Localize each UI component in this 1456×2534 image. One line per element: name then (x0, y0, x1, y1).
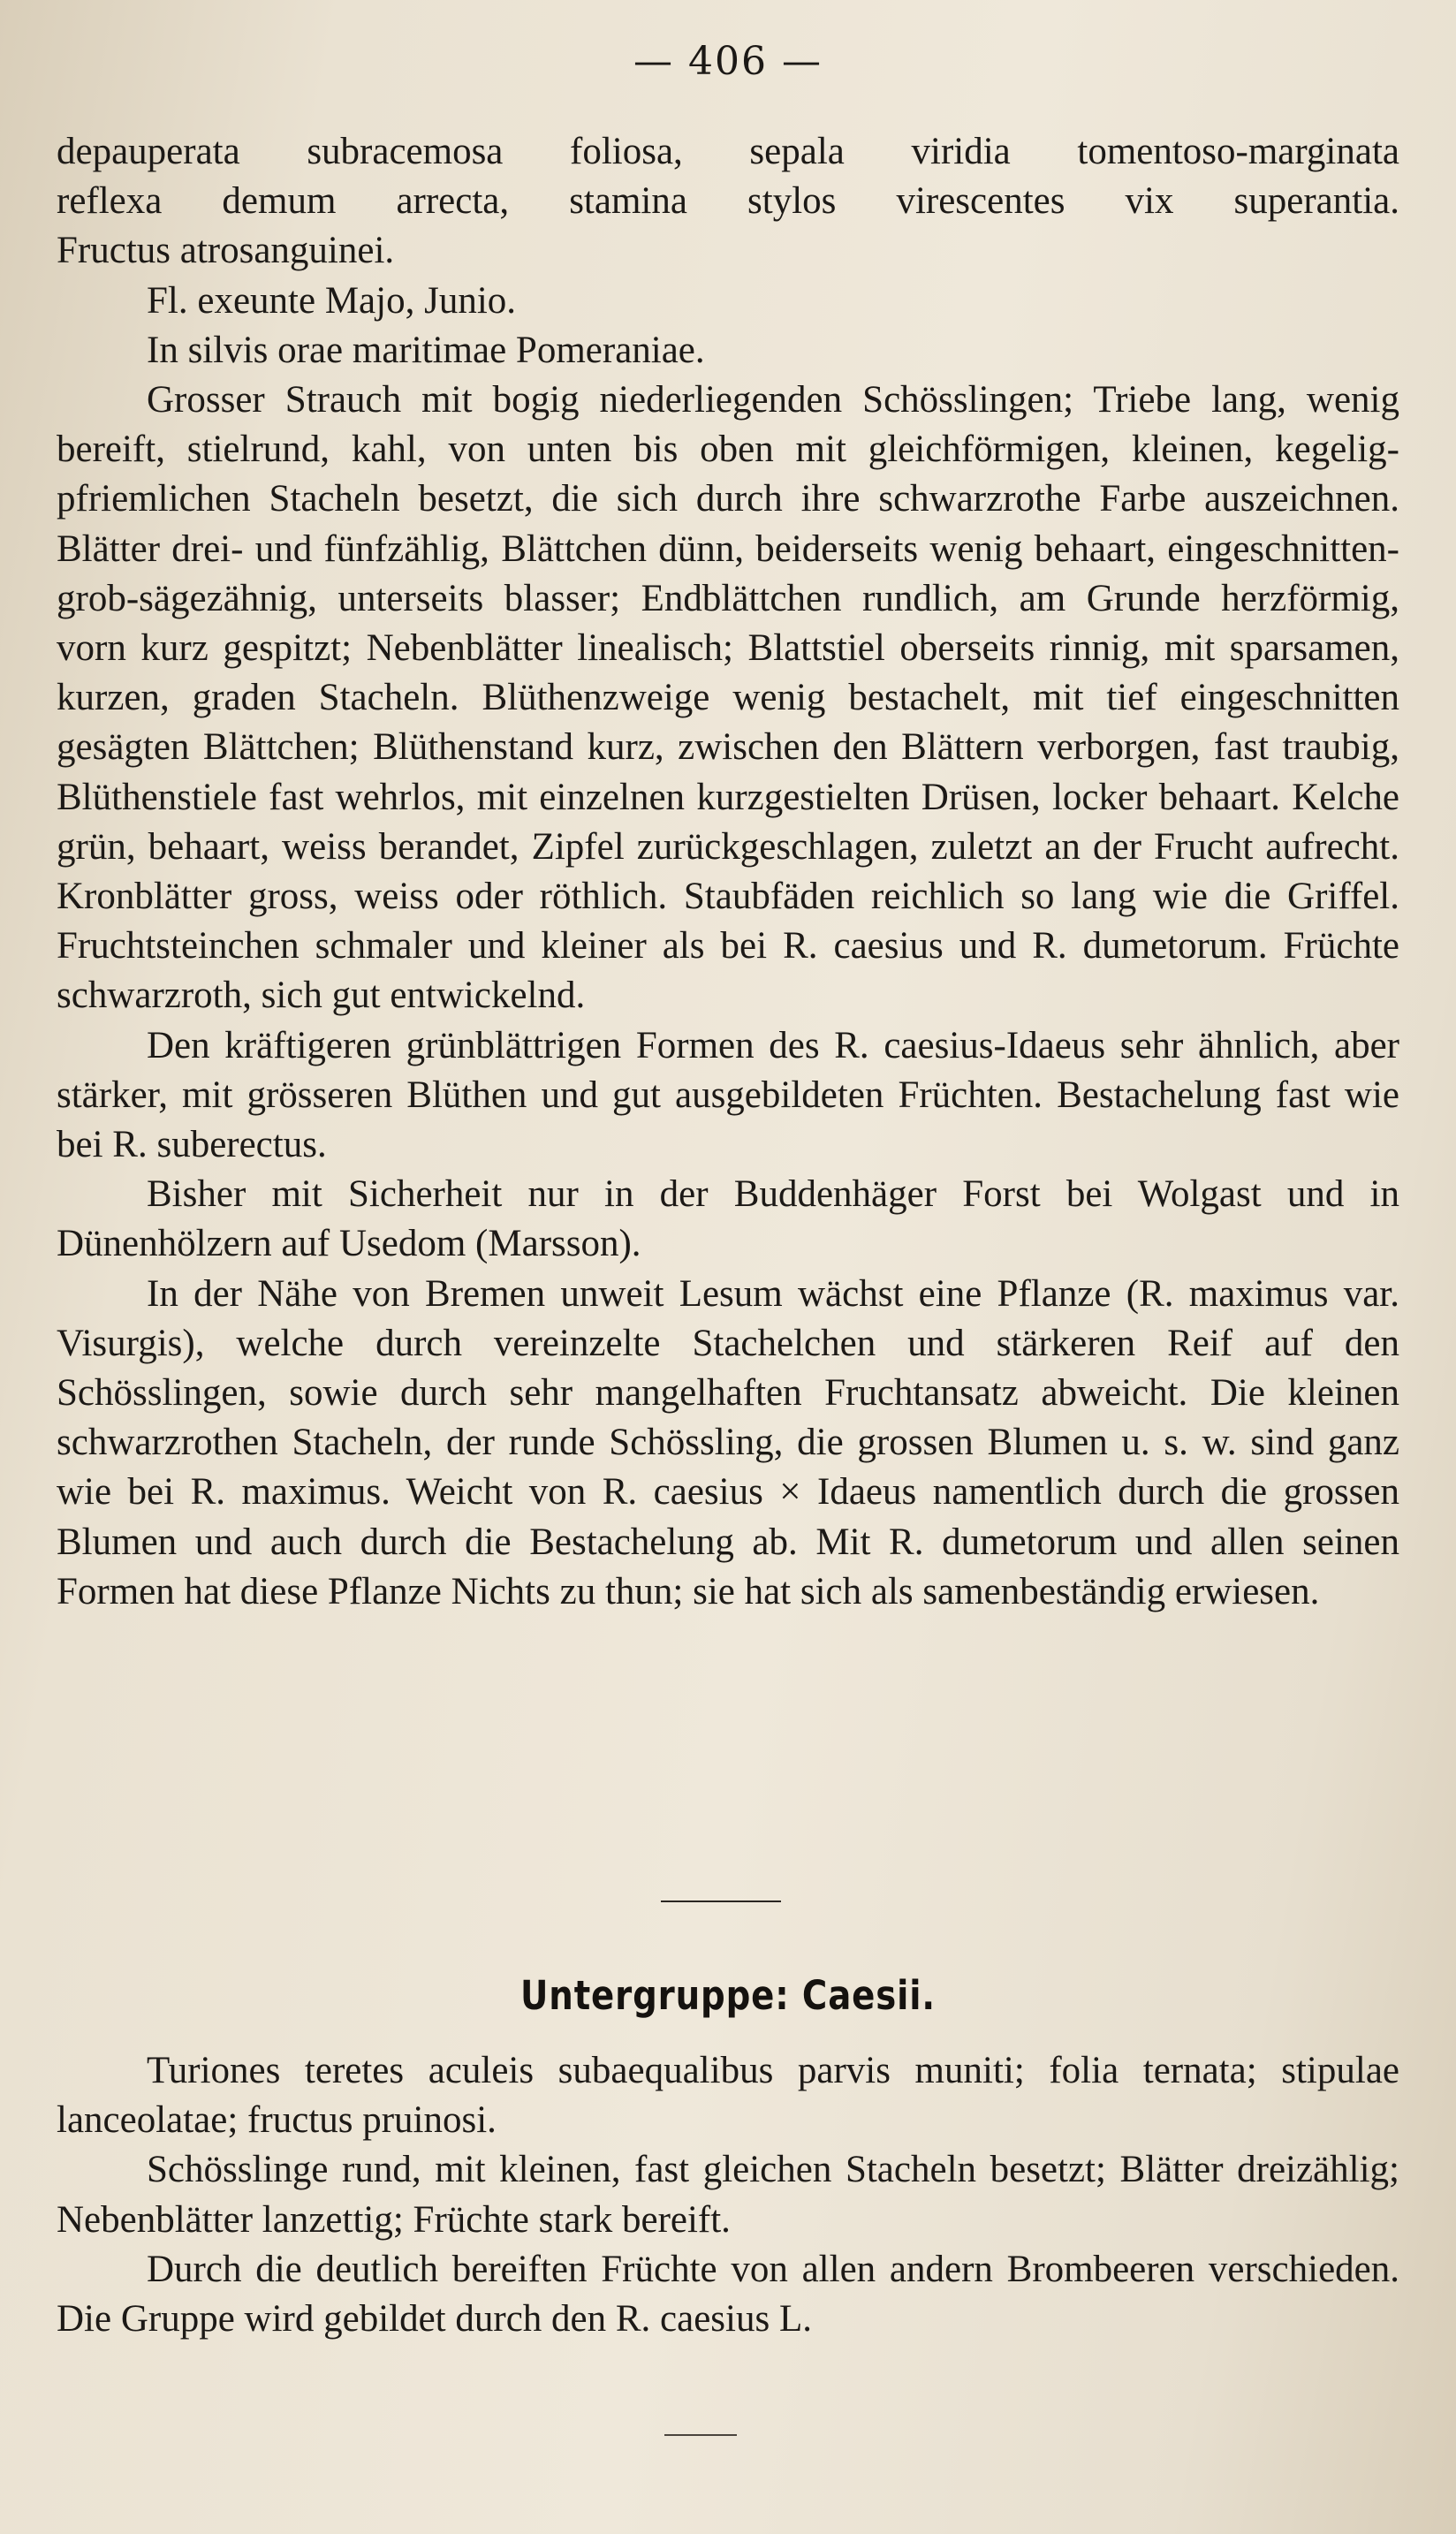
paragraph: Fructus atrosanguinei. (57, 230, 395, 272)
paragraph: reflexa demum arrecta, stamina stylos virescentes vix superantia. (57, 180, 1399, 223)
subgroup-heading: Untergruppe: Caesii. (520, 1972, 936, 2019)
subgroup-description (57, 2046, 1399, 2344)
page-number: — 406 — (633, 39, 823, 84)
section-divider (661, 1900, 781, 1902)
paragraph: depauperata subracemosa foliosa, sepala viridia tomentoso-marginata (57, 131, 1399, 172)
paragraph: In silvis orae maritimae Pomeraniae. (147, 329, 705, 371)
end-divider (664, 2434, 737, 2436)
paragraph: In der Nähe von Bremen unweit Lesum wächst eine Pflanze (R. maximus var. Visurgis), welche durch vereinzelte Stachelchen und stärkeren Reif auf den Schösslingen, sowie durch sehr mangelhaften Fruchtansatz abweicht. Die kleinen schwarzrothen Stacheln, der runde Schössling, die grossen Blumen u. s. w. sind ganz wie bei R. maximus. Weicht von R. caesius × Idaeus namentlich durch die grossen Blumen und auch durch die Bestachelung ab. Mit R. dumetorum und allen seinen Formen hat diese Pflanze Nichts zu thun; sie hat sich als samenbeständig erwiesen. (57, 1272, 1399, 1612)
paragraph: Bisher mit Sicherheit nur in der Buddenhäger Forst bei Wolgast und in Dünenhölzern auf Usedom (Marsson). (57, 1173, 1399, 1265)
paragraph: Durch die deutlich bereiften Früchte von allen andern Brombeeren verschieden. Die Gruppe wird gebildet durch den R. caesius L. (57, 2248, 1399, 2341)
paragraph: Grosser Strauch mit bogig niederliegenden Schösslingen; Triebe lang, wenig bereift, stielrund, kahl, von unten bis oben mit gleichförmigen, kleinen, kegelig-pfriemlichen Stacheln besetzt, die sich durch ihre schwarzrothe Farbe auszeichnen. Blätter drei- und fünfzählig, Blättchen dünn, beiderseits wenig behaart, eingeschnitten-grob-sägezähnig, unterseits blasser; Endblättchen rundlich, am Grunde herzförmig, vorn kurz gespitzt; Nebenblätter linealisch; Blattstiel oberseits rinnig, mit sparsamen, kurzen, graden Stacheln. Blüthenzweige wenig bestachelt, mit tief eingeschnitten gesägten Blättchen; Blüthenstand kurz, zwischen den Blättern verborgen, fast traubig, Blüthenstiele fast wehrlos, mit einzelnen kurzgestielten Drüsen, locker behaart. Kelche grün, behaart, weiss berandet, Zipfel zurückgeschlagen, zuletzt an der Frucht aufrecht. Kronblätter gross, weiss oder röthlich. Staubfäden reichlich so lang wie die Griffel. Fruchtsteinchen schmaler und kleiner als bei R. caesius und R. dumetorum. Früchte schwarzroth, sich gut entwickelnd. (57, 379, 1399, 1017)
paragraph: Schösslinge rund, mit kleinen, fast gleichen Stacheln besetzt; Blätter dreizählig; Nebenblätter lanzettig; Früchte stark bereift. (57, 2149, 1399, 2241)
paragraph: Fl. exeunte Majo, Junio. (147, 279, 517, 322)
species-description (57, 127, 1399, 1617)
paragraph: Den kräftigeren grünblättrigen Formen des R. caesius-Idaeus sehr ähnlich, aber stärker, mit grösseren Blüthen und gut ausgebildeten Früchten. Bestachelung fast wie bei R. suberectus. (57, 1024, 1399, 1166)
paragraph: Turiones teretes aculeis subaequalibus parvis muniti; folia ternata; stipulae lanceolatae; fructus pruinosi. (57, 2050, 1399, 2142)
